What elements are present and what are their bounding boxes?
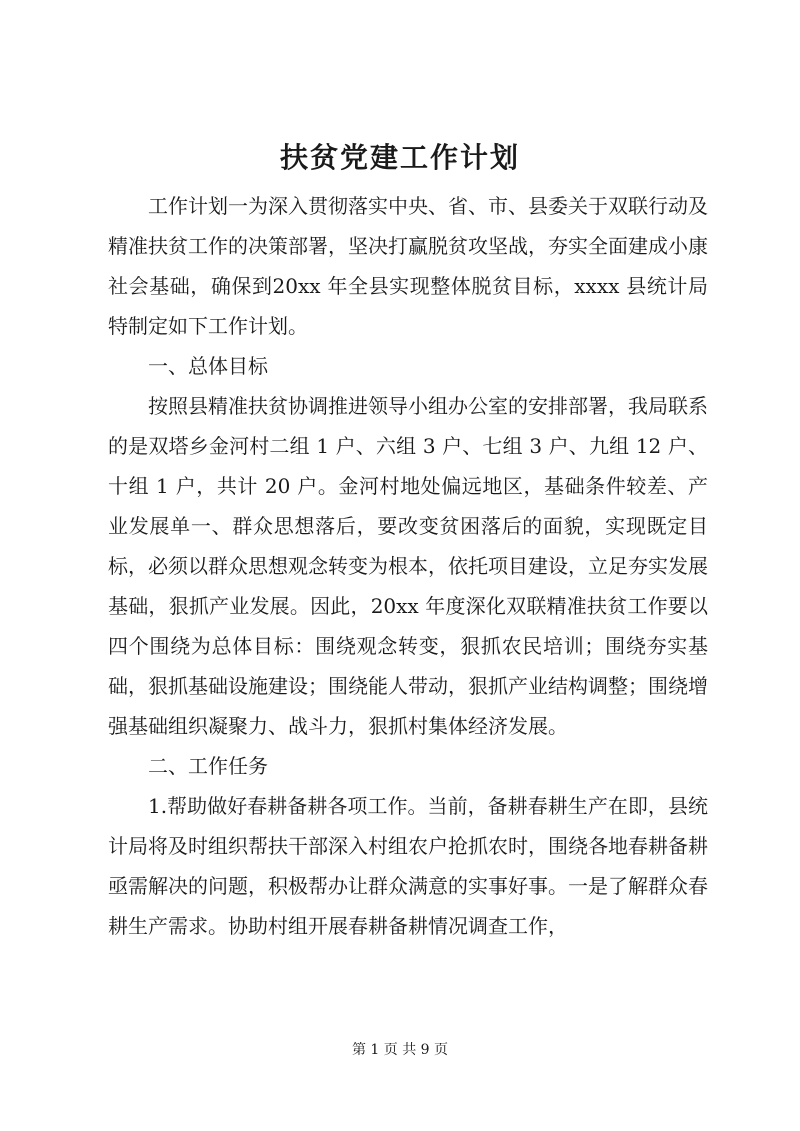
paragraph-intro: 工作计划一为深入贯彻落实中央、省、市、县委关于双联行动及精准扶贫工作的决策部署，坚决打赢脱贫攻坚战，夯实全面建成小康社会基础，确保到20xx 年全县实现整体脱贫目标，xxxx 县统计局特制定如下工作计划。 — [108, 194, 708, 338]
document-title: 扶贫党建工作计划 — [279, 141, 520, 174]
heading-overall-goal: 一、总体目标 — [148, 354, 268, 378]
heading-work-tasks: 二、工作任务 — [148, 754, 268, 778]
paragraph-overall-goal: 按照县精准扶贫协调推进领导小组办公室的安排部署，我局联系的是双塔乡金河村二组 1 户、六组 3 户、七组 3 户、九组 12 户、十组 1 户，共计 20 户。金河村地处偏远地区，基础条件较差、产业发展单一、群众思想落后，要改变贫困落后的面貌，实现既定目标，必须以群众思想观念转变为根本，依托项目建设，立足夯实发展基础，狠抓产业发展。因此，20xx 年度深化双联精准扶贫工作要以四个围绕为总体目标：围绕观念转变，狠抓农民培训；围绕夯实基础，狠抓基础设施建设；围绕能人带动，狠抓产业结构调整；围绕增强基础组织凝聚力、战斗力，狠抓村集体经济发展。 — [108, 394, 708, 738]
document-body — [108, 186, 708, 946]
page-footer: 第 1 页 共 9 页 — [351, 1042, 449, 1058]
paragraph-task-1: 1.帮助做好春耕备耕各项工作。当前，备耕春耕生产在即，县统计局将及时组织帮扶干部深入村组农户抢抓农时，围绕各地春耕备耕亟需解决的问题，积极帮办让群众满意的实事好事。一是了解群众春耕生产需求。协助村组开展春耕备耕情况调查工作， — [108, 794, 708, 938]
